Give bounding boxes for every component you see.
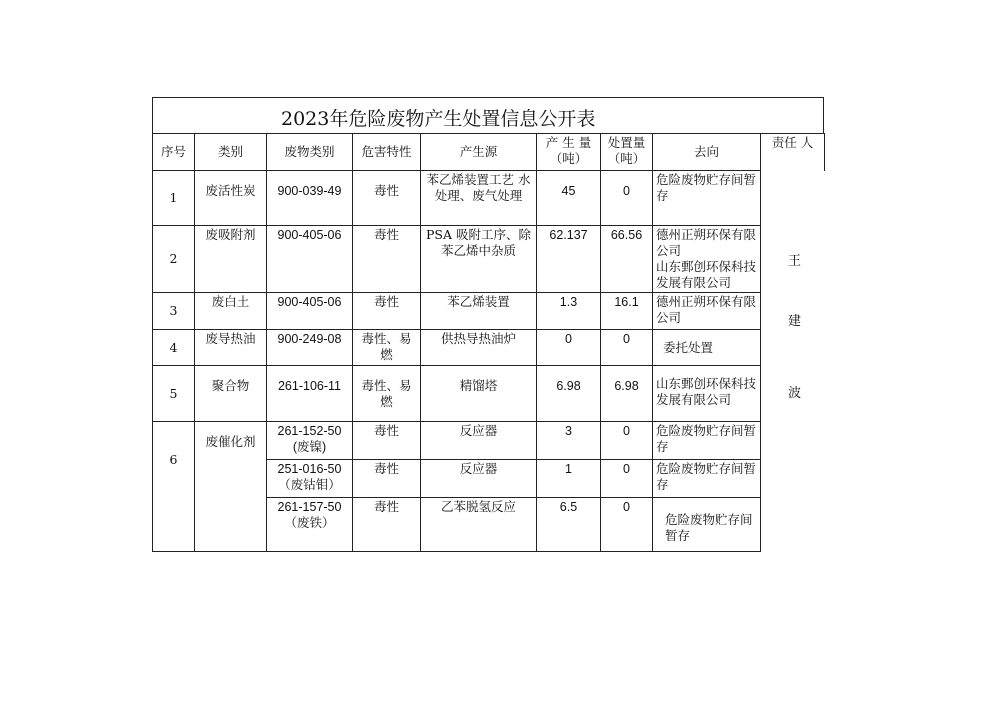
responsible-char: 建 xyxy=(788,313,802,329)
cell-category: 废吸附剂 xyxy=(195,226,267,293)
cell-hazard: 毒性 xyxy=(353,226,421,293)
cell-destination: 危险废物贮存间暂存 xyxy=(653,171,761,226)
cell-disposed: 0 xyxy=(601,171,653,226)
table-row xyxy=(153,422,825,460)
cell-source: 乙苯脱氢反应 xyxy=(421,498,537,552)
cell-destination: 山东鄄创环保科技发展有限公司 xyxy=(653,366,761,422)
cell-source: PSA 吸附工序、除苯乙烯中杂质 xyxy=(421,226,537,293)
table-row xyxy=(153,171,825,226)
responsible-char: 波 xyxy=(788,385,802,401)
responsible-char: 王 xyxy=(788,253,802,269)
cell-category: 聚合物 xyxy=(195,366,267,422)
cell-produced: 62.137 xyxy=(537,226,601,293)
cell-hazard: 毒性、易燃 xyxy=(353,330,421,366)
cell-hazard: 毒性 xyxy=(353,460,421,498)
cell-code: 900-249-08 xyxy=(267,330,353,366)
header-source: 产生源 xyxy=(421,134,537,171)
header-hazard: 危害特性 xyxy=(353,134,421,171)
cell-code: 261-152-50 (废镍) xyxy=(267,422,353,460)
cell-code: 261-157-50 （废铁） xyxy=(267,498,353,552)
header-waste-code: 废物类别 xyxy=(267,134,353,171)
cell-disposed: 6.98 xyxy=(601,366,653,422)
cell-hazard: 毒性、易燃 xyxy=(353,366,421,422)
table-row xyxy=(153,366,825,422)
cell-source: 苯乙烯装置工艺 水处理、废气处理 xyxy=(421,171,537,226)
cell-source: 供热导热油炉 xyxy=(421,330,537,366)
cell-destination: 危险废物贮存间暂存 xyxy=(653,460,761,498)
cell-hazard: 毒性 xyxy=(353,171,421,226)
cell-code: 900-039-49 xyxy=(267,171,353,226)
cell-category: 废白土 xyxy=(195,293,267,330)
cell-code: 251-016-50 （废钴钼） xyxy=(267,460,353,498)
responsible-cell xyxy=(761,171,825,552)
cell-produced: 1 xyxy=(537,460,601,498)
cell-hazard: 毒性 xyxy=(353,293,421,330)
destination-line: 山东鄄创环保科技发展有限公司 xyxy=(656,259,757,290)
cell-produced: 1.3 xyxy=(537,293,601,330)
cell-seq: 6 xyxy=(153,422,195,552)
cell-disposed: 0 xyxy=(601,460,653,498)
cell-seq: 5 xyxy=(153,366,195,422)
cell-destination: 危险废物贮存间暂存 xyxy=(653,498,761,552)
cell-code: 900-405-06 xyxy=(267,293,353,330)
table-row xyxy=(153,330,825,366)
cell-category: 废催化剂 xyxy=(195,422,267,552)
cell-seq: 2 xyxy=(153,226,195,293)
cell-seq: 3 xyxy=(153,293,195,330)
cell-disposed: 0 xyxy=(601,498,653,552)
cell-category: 废活性炭 xyxy=(195,171,267,226)
cell-produced: 3 xyxy=(537,422,601,460)
cell-source: 精馏塔 xyxy=(421,366,537,422)
cell-seq: 4 xyxy=(153,330,195,366)
cell-disposed: 0 xyxy=(601,330,653,366)
header-disposed: 处置量 （吨） xyxy=(601,134,653,171)
header-destination: 去向 xyxy=(653,134,761,171)
cell-produced: 6.5 xyxy=(537,498,601,552)
destination-line: 德州正朔环保有限公司 xyxy=(656,227,757,258)
cell-source: 苯乙烯装置 xyxy=(421,293,537,330)
table-row xyxy=(153,293,825,330)
cell-produced: 0 xyxy=(537,330,601,366)
cell-category: 废导热油 xyxy=(195,330,267,366)
cell-destination xyxy=(653,226,761,293)
cell-produced: 45 xyxy=(537,171,601,226)
cell-destination: 委托处置 xyxy=(653,330,761,366)
waste-table xyxy=(152,133,825,552)
cell-disposed: 0 xyxy=(601,422,653,460)
title-row xyxy=(152,97,824,134)
header-responsible: 责任 人 xyxy=(761,134,825,171)
header-row xyxy=(153,134,825,171)
header-produced: 产 生 量 （吨） xyxy=(537,134,601,171)
cell-hazard: 毒性 xyxy=(353,498,421,552)
cell-code: 261-106-11 xyxy=(267,366,353,422)
cell-destination: 德州正朔环保有限公司 xyxy=(653,293,761,330)
header-category: 类别 xyxy=(195,134,267,171)
header-seq: 序号 xyxy=(153,134,195,171)
cell-source: 反应器 xyxy=(421,460,537,498)
table-row xyxy=(153,226,825,293)
cell-source: 反应器 xyxy=(421,422,537,460)
cell-code: 900-405-06 xyxy=(267,226,353,293)
cell-destination: 危险废物贮存间暂存 xyxy=(653,422,761,460)
cell-seq: 1 xyxy=(153,171,195,226)
page-title: 2023年危险废物产生处置信息公开表 xyxy=(281,108,596,130)
cell-hazard: 毒性 xyxy=(353,422,421,460)
cell-produced: 6.98 xyxy=(537,366,601,422)
cell-disposed: 16.1 xyxy=(601,293,653,330)
cell-disposed: 66.56 xyxy=(601,226,653,293)
